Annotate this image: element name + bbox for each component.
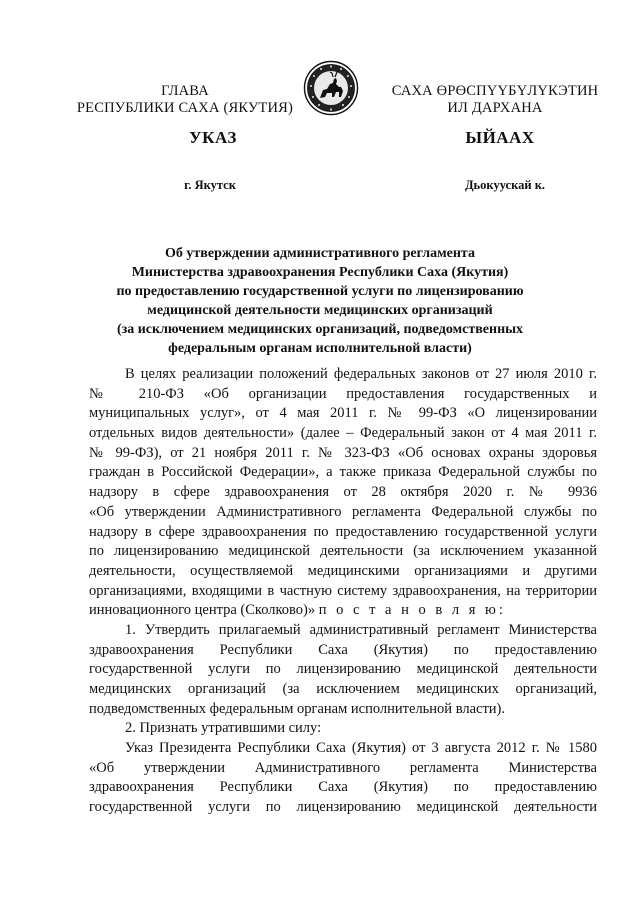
- title-line: медицинской деятельности медицинских организаций: [147, 303, 493, 318]
- header-right: [375, 83, 615, 117]
- title-line: Об утверждении административного регламента: [165, 246, 475, 261]
- body-line: отдельных видов деятельности» (далее – Федеральный закон от 4 мая 2011 г.: [89, 425, 597, 442]
- title-line: по предоставлению государственной услуги по лицензированию: [116, 284, 524, 299]
- body-line: надзору в сфере здравоохранения по предоставлению государственной услуги: [89, 523, 597, 540]
- header-left-line1: ГЛАВА: [161, 83, 209, 99]
- body-line-text: инновационного центра (Сколково)»: [89, 602, 316, 619]
- body-line: № 210-ФЗ «Об организации предоставления государственных и: [89, 385, 597, 402]
- decree-title-left: УКАЗ: [189, 128, 237, 147]
- body-line: здравоохранения Республики Саха (Якутия) по предоставлению: [89, 641, 597, 658]
- body-line: [89, 601, 597, 621]
- title-line: (за исключением медицинских организаций, подведомственных: [116, 322, 524, 337]
- body-line: 2. Признать утратившими силу:: [125, 720, 322, 737]
- place-right: Дьокуускай к.: [464, 178, 546, 192]
- body-line: 1. Утвердить прилагаемый административный регламент Министерства: [125, 621, 597, 638]
- body-line: по лицензированию медицинской деятельности (за исключением указанной: [89, 543, 597, 560]
- decree-title-right: ЫЙААХ: [465, 128, 535, 147]
- body-line: «Об утверждении Административного регламента Министерства: [89, 759, 597, 776]
- document-body: [89, 365, 597, 818]
- document-title: [80, 244, 560, 358]
- header-right-line1: САХА ӨРӨСПҮҮБҮЛҮКЭТИН: [391, 83, 599, 99]
- header-left-line2: РЕСПУБЛИКИ САХА (ЯКУТИЯ): [76, 100, 294, 116]
- body-line: здравоохранения Республики Саха (Якутия) по предоставлению: [89, 779, 597, 796]
- body-line: Указ Президента Республики Саха (Якутия) от 3 августа 2012 г. № 1580: [125, 740, 597, 757]
- header-right-line2: ИЛ ДАРХАНА: [447, 100, 543, 116]
- body-line: государственной услуги по лицензированию медицинской деятельности: [89, 799, 597, 816]
- body-line: подведомственных федеральным органам исполнительной власти).: [89, 700, 506, 717]
- body-line: государственной услуги по лицензированию медицинской деятельности: [89, 661, 597, 678]
- body-line: организациями, входящими в частную систему здравоохранения, на территории: [89, 582, 597, 599]
- coat-of-arms-emblem: [303, 60, 359, 116]
- header-left: [70, 83, 300, 117]
- body-line: муниципальных услуг», от 4 мая 2011 г. № 99-ФЗ «О лицензировании: [89, 405, 597, 422]
- title-line: Министерства здравоохранения Республики Саха (Якутия): [131, 265, 509, 280]
- body-line: граждан в Российской Федерации», а также приказа Федеральной службы по: [89, 464, 597, 481]
- title-line: федеральным органам исполнительной власти): [168, 341, 472, 356]
- decree-word: п о с т а н о в л я ю:: [318, 602, 506, 619]
- place-left: г. Якутск: [184, 178, 236, 192]
- body-line: «Об утверждении Административного регламента Федеральной службы по: [89, 503, 597, 520]
- body-line: № 99-ФЗ), от 21 ноября 2011 г. № 323-ФЗ «Об основах охраны здоровья: [89, 444, 597, 461]
- body-line: В целях реализации положений федеральных законов от 27 июля 2010 г.: [125, 366, 597, 382]
- body-line: надзору в сфере здравоохранения от 28 октября 2020 г. № 9936: [89, 484, 597, 501]
- body-line: медицинских организаций (за исключением медицинских организаций,: [89, 681, 597, 697]
- body-line: деятельности, осуществляемой медицинскими организациями и другими: [89, 562, 597, 579]
